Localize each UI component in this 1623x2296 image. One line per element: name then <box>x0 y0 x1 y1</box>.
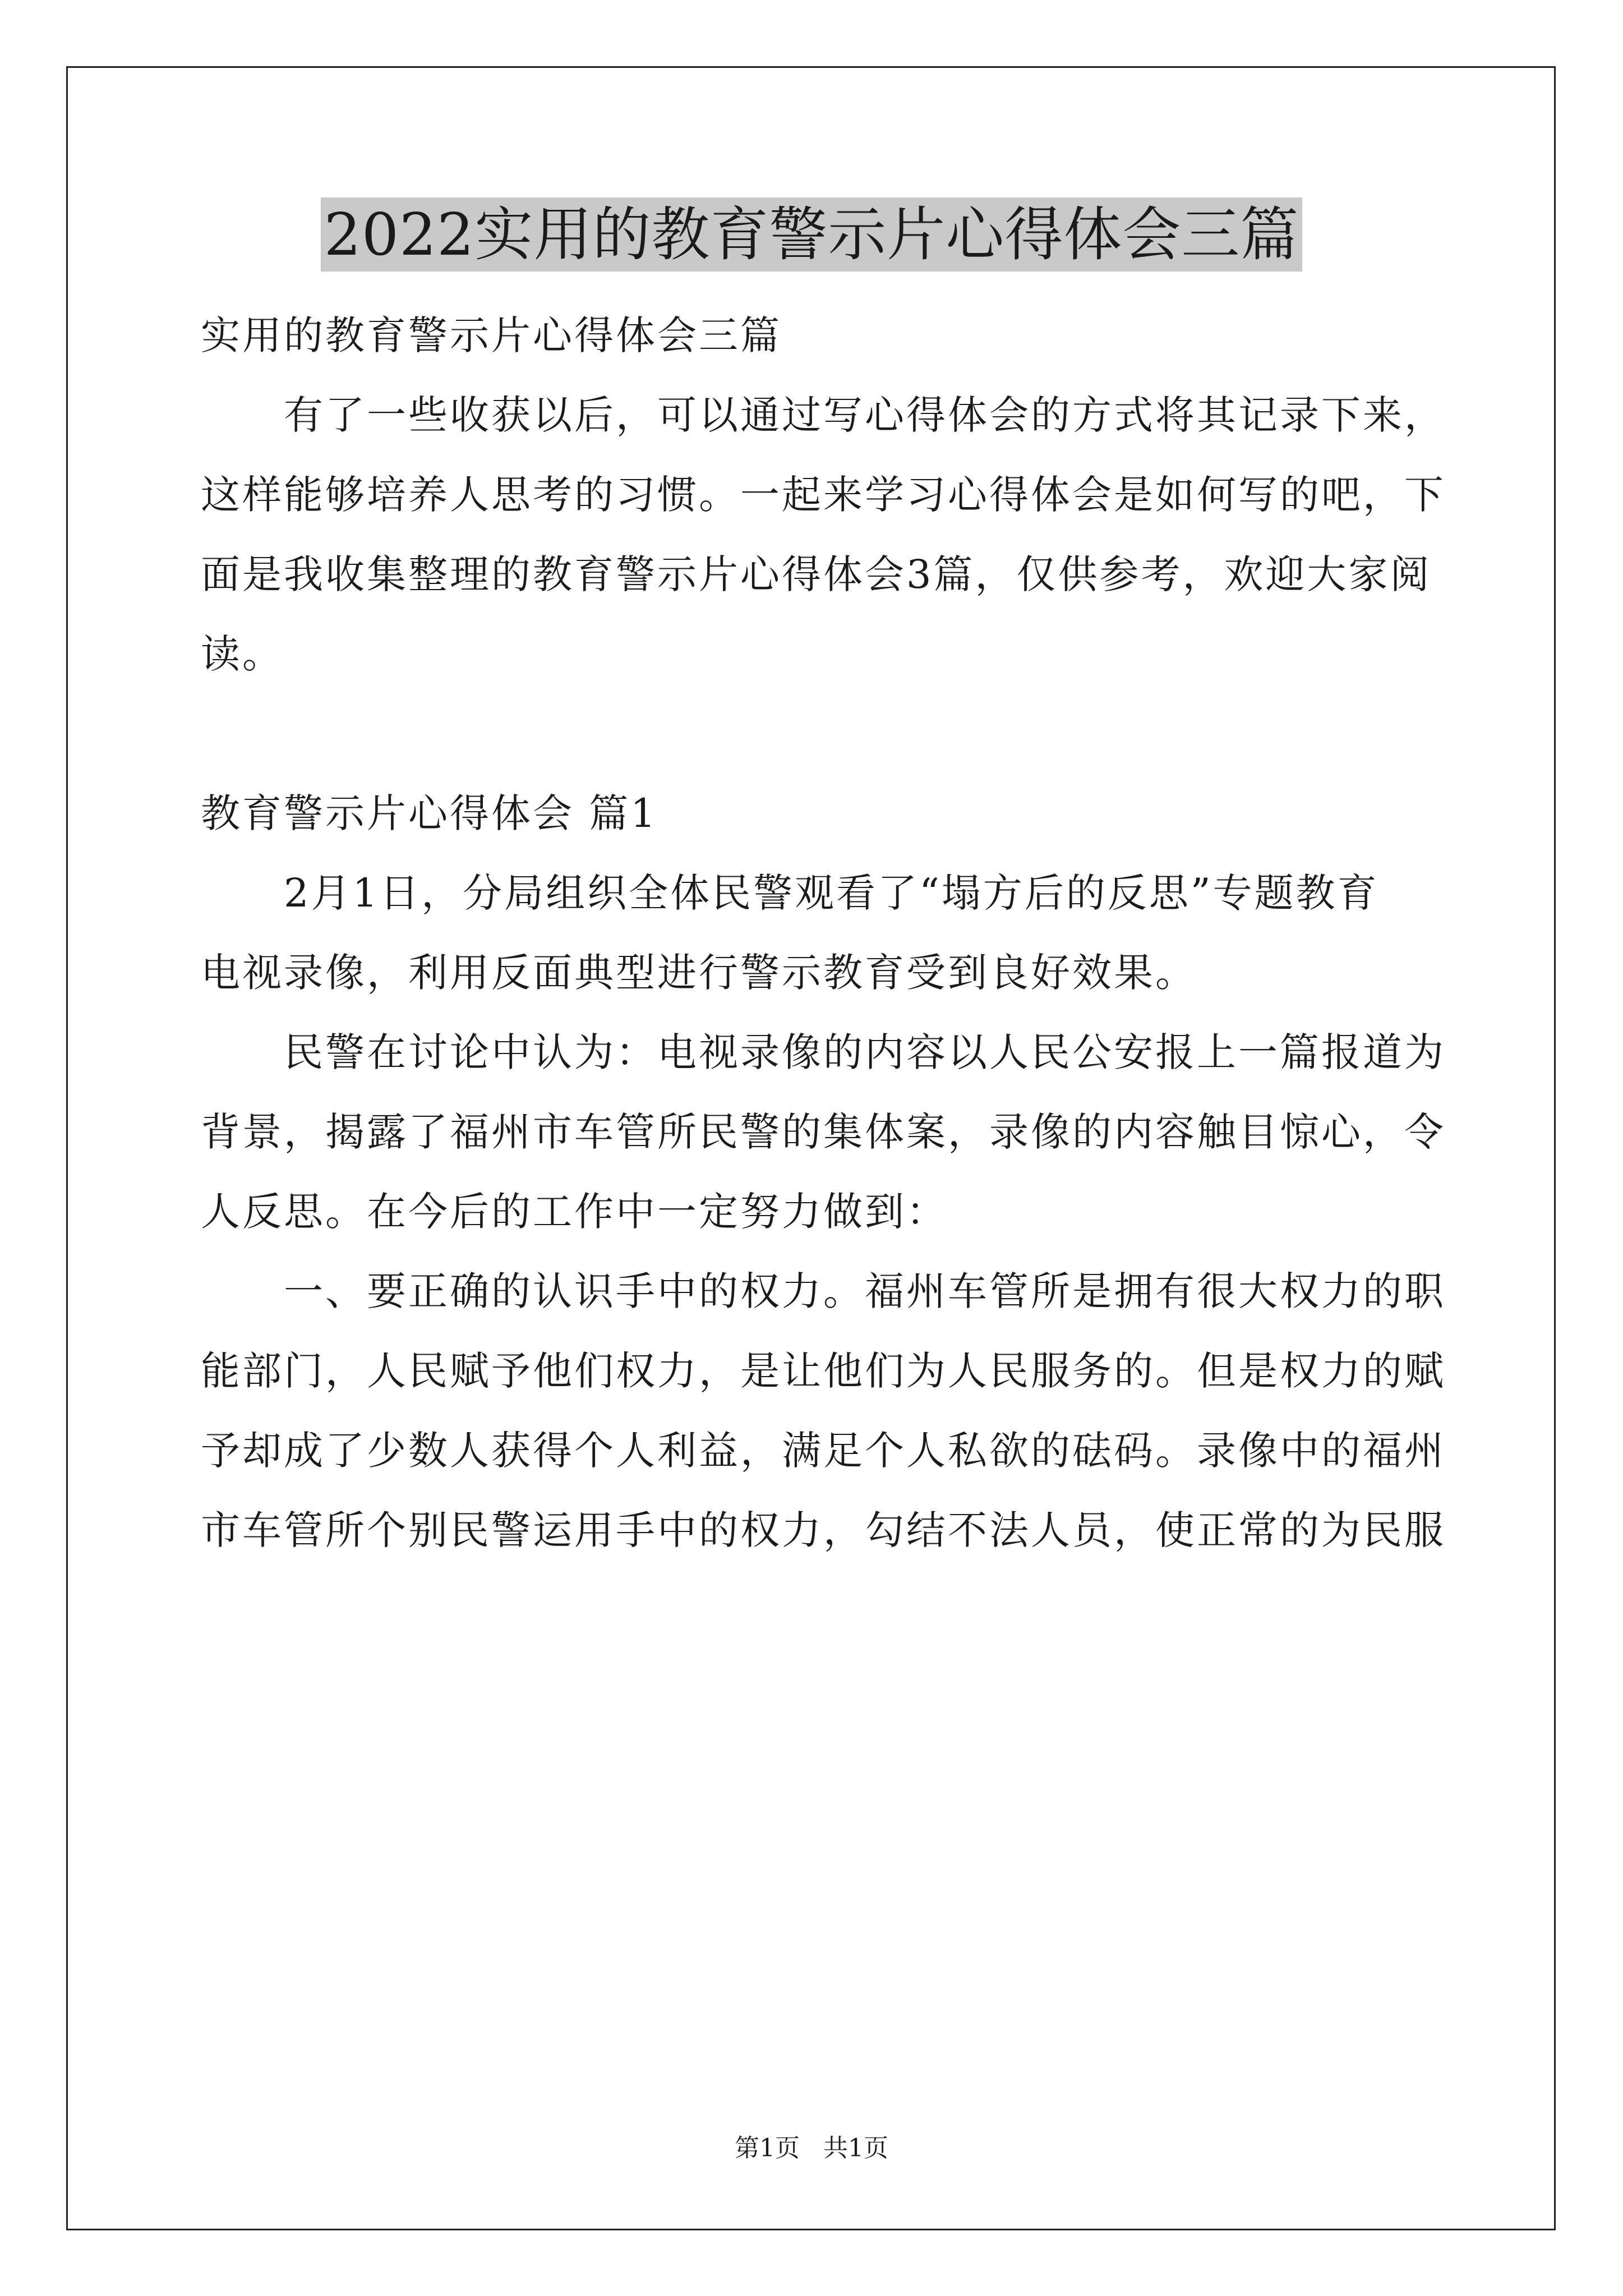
paragraph-line: 有了一些收获以后，可以通过写心得体会的方式将其记录下来， <box>201 392 1446 438</box>
paragraph-line: 予却成了少数人获得个人利益，满足个人私欲的砝码。录像中的福州 <box>201 1428 1446 1474</box>
paragraph-line: 能部门，人民赋予他们权力，是让他们为人民服务的。但是权力的赋 <box>201 1348 1446 1394</box>
paragraph-line: 一、要正确的认识手中的权力。福州车管所是拥有很大权力的职 <box>201 1268 1446 1314</box>
document-title: 2022实用的教育警示片心得体会三篇 <box>321 197 1303 272</box>
page-total: 共1页 <box>823 2134 888 2162</box>
paragraph-line: 电视录像，利用反面典型进行警示教育受到良好效果。 <box>201 950 1197 996</box>
paragraph-line: 读。 <box>201 631 284 677</box>
paragraph-line: 2月1日，分局组织全体民警观看了“塌方后的反思”专题教育 <box>201 870 1379 916</box>
paragraph-line: 这样能够培养人思考的习惯。一起来学习心得体会是如何写的吧，下 <box>201 472 1446 518</box>
paragraph-line: 人反思。在今后的工作中一定努力做到： <box>201 1189 948 1235</box>
paragraph-line: 市车管所个别民警运用手中的权力，勾结不法人员，使正常的为民服 <box>201 1507 1446 1553</box>
paragraph-line: 背景，揭露了福州市车管所民警的集体案，录像的内容触目惊心，令 <box>201 1109 1446 1155</box>
paragraph-line: 民警在讨论中认为：电视录像的内容以人民公安报上一篇报道为 <box>201 1029 1446 1075</box>
title-container <box>0 197 1623 272</box>
section-heading: 教育警示片心得体会 篇1 <box>201 790 658 836</box>
page-footer <box>0 2132 1623 2165</box>
paragraph-line: 面是我收集整理的教育警示片心得体会3篇，仅供参考，欢迎大家阅 <box>201 551 1432 597</box>
page-number: 第1页 <box>735 2134 800 2162</box>
heading-line: 实用的教育警示片心得体会三篇 <box>201 312 782 358</box>
